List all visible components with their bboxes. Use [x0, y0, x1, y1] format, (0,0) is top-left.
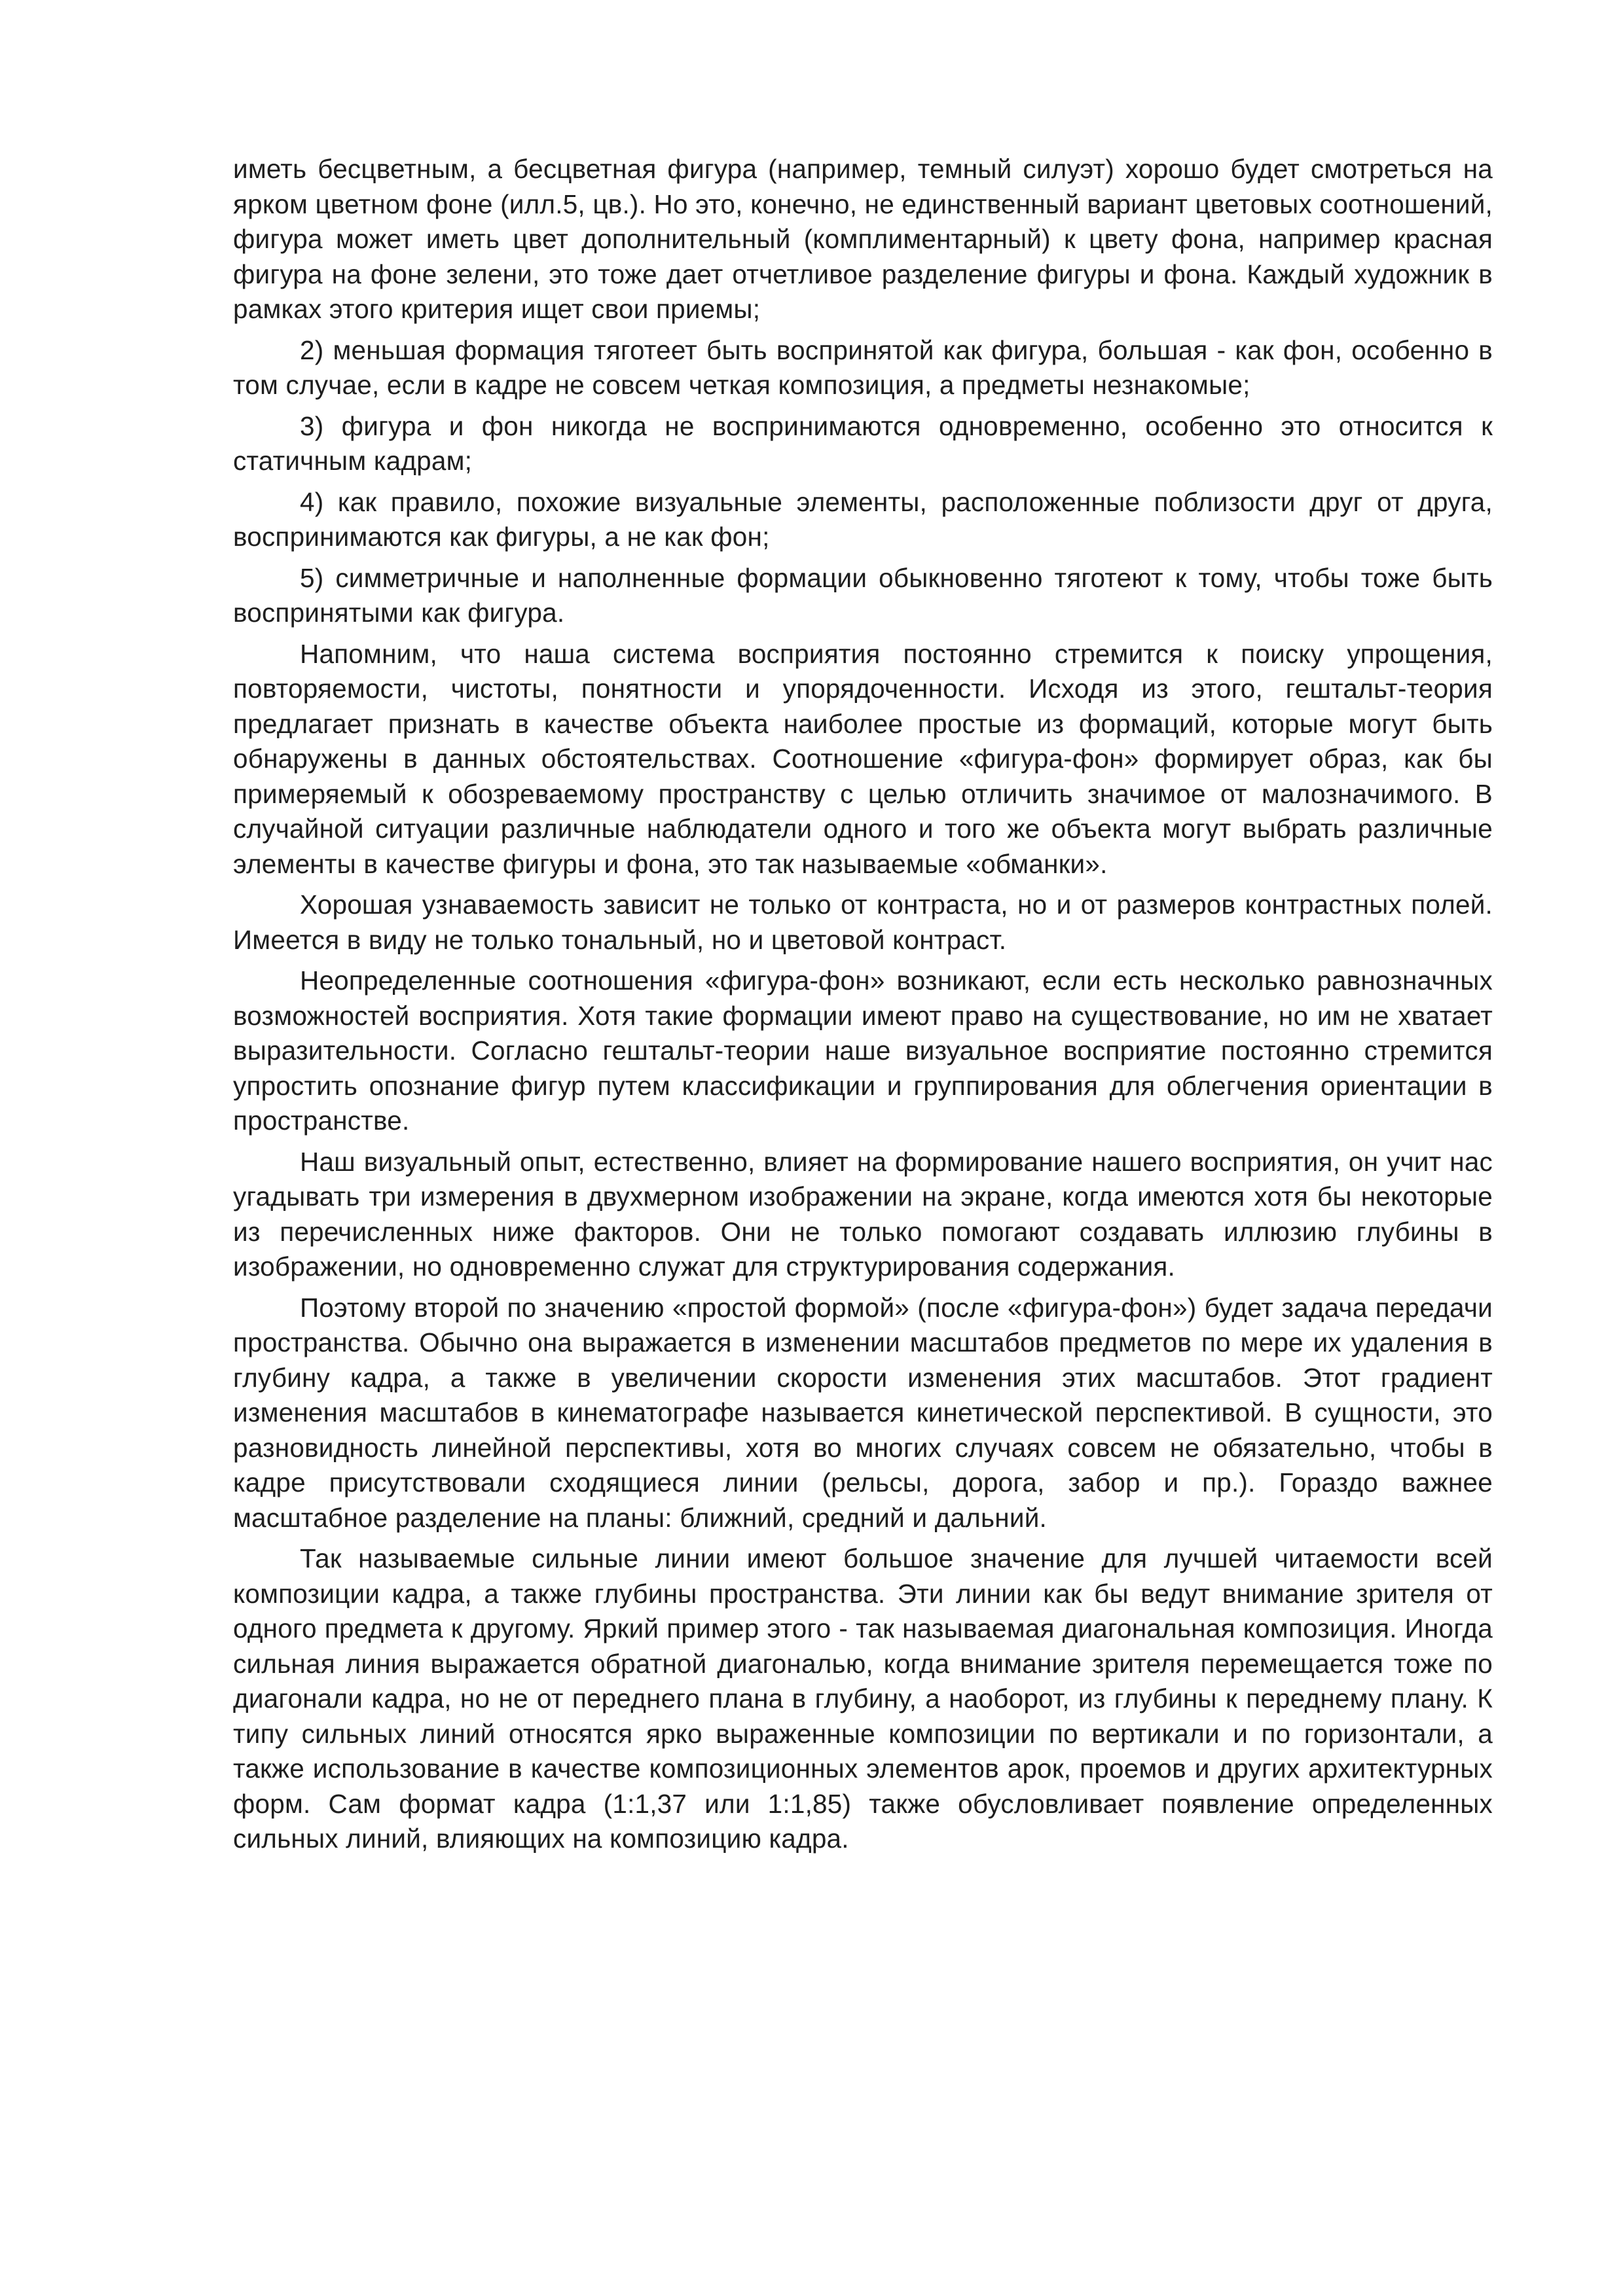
paragraph-1: иметь бесцветным, а бесцветная фигура (например, темный силуэт) хорошо будет смотреться на ярком цветном фоне (илл.5, цв.). Но это, конечно, не единственный вариант цветовых соотношений, фигура может иметь цвет дополнительный (комплиментарный) к цвету фона, например красная фигура на фоне зелени, это тоже дает отчетливое разделение фигуры и фона. Каждый художник в рамках этого критерия ищет свои приемы; [233, 154, 1493, 324]
paragraph-10: Поэтому второй по значению «простой формой» (после «фигура-фон») будет задача передачи пространства. Обычно она выражается в изменении масштабов предметов по мере их удаления в глубину кадра, а также в увеличении скорости изменения этих масштабов. Этот градиент изменения масштабов в кинематографе называется кинетической перспективой. В сущности, это разновидность линейной перспективы, хотя во многих случаях совсем не обязательно, чтобы в кадре присутствовали сходящиеся линии (рельсы, дорога, забор и пр.). Гораздо важнее масштабное разделение на планы: ближний, средний и дальний. [233, 1292, 1493, 1533]
paragraph-4: 4) как правило, похожие визуальные элементы, расположенные поблизости друг от друга, воспринимаются как фигуры, а не как фон; [233, 486, 1493, 552]
paragraph-2: 2) меньшая формация тяготеет быть воспринятой как фигура, большая - как фон, особенно в том случае, если в кадре не совсем четкая композиция, а предметы незнакомые; [233, 334, 1493, 400]
paragraph-6: Напомним, что наша система восприятия постоянно стремится к поиску упрощения, повторяемости, чистоты, понятности и упорядоченности. Исходя из этого, гештальт-теория предлагает признать в качестве объекта наиболее простые из формаций, которые могут быть обнаружены в данных обстоятельствах. Соотношение «фигура-фон» формирует образ, как бы примеряемый к обозреваемому пространству с целью отличить значимое от малозначимого. В случайной ситуации различные наблюдатели одного и того же объекта могут выбрать различные элементы в качестве фигуры и фона, это так называемые «обманки». [233, 638, 1493, 879]
paragraph-5: 5) симметричные и наполненные формации обыкновенно тяготеют к тому, чтобы тоже быть воспринятыми как фигура. [233, 562, 1493, 628]
paragraph-9: Наш визуальный опыт, естественно, влияет на формирование нашего восприятия, он учит нас угадывать три измерения в двухмерном изображении на экране, когда имеются хотя бы некоторые из перечисленных ниже факторов. Они не только помогают создавать иллюзию глубины в изображении, но одновременно служат для структурирования содержания. [233, 1146, 1493, 1282]
paragraph-7: Хорошая узнаваемость зависит не только от контраста, но и от размеров контрастных полей. Имеется в виду не только тональный, но и цветовой контраст. [233, 889, 1493, 955]
paragraph-3: 3) фигура и фон никогда не воспринимаются одновременно, особенно это относится к статичным кадрам; [233, 410, 1493, 476]
paragraph-8: Неопределенные соотношения «фигура-фон» возникают, если есть несколько равнозначных возможностей восприятия. Хотя такие формации имеют право на существование, но им не хватает выразительности. Согласно гештальт-теории наше визуальное восприятие постоянно стремится упростить опознание фигур путем классификации и группирования для облегчения ориентации в пространстве. [233, 965, 1493, 1136]
paragraph-11: Так называемые сильные линии имеют большое значение для лучшей читаемости всей композиции кадра, а также глубины пространства. Эти линии как бы ведут внимание зрителя от одного предмета к другому. Яркий пример этого - так называемая диагональная композиция. Иногда сильная линия выражается обратной диагональю, когда внимание зрителя перемещается тоже по диагонали кадра, но не от переднего плана в глубину, а наоборот, из глубины к переднему плану. К типу сильных линий относятся ярко выраженные композиции по вертикали и по горизонтали, а также использование в качестве композиционных элементов арок, проемов и других архитектурных форм. Сам формат кадра (1:1,37 или 1:1,85) также обусловливает появление определенных сильных линий, влияющих на композицию кадра. [233, 1543, 1493, 1854]
document-page [233, 152, 1493, 1863]
